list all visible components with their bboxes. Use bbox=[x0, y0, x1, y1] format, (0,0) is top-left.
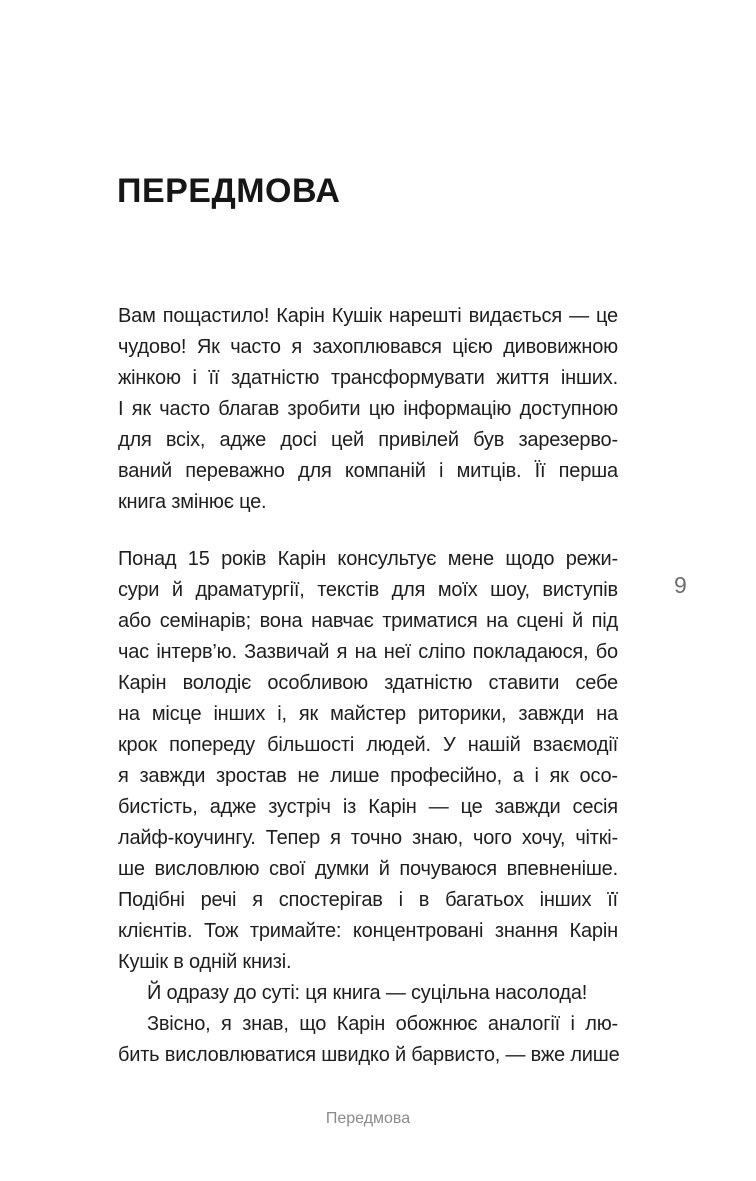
body-line: Вам пощастило! Карін Кушік нарешті видається — це bbox=[118, 305, 618, 327]
body-line: час інтерв’ю. Зазвичай я на неї сліпо покладаюся, бо bbox=[118, 641, 618, 663]
page-title: ПЕРЕДМОВА bbox=[117, 171, 341, 210]
body-line: Й одразу до суті: ця книга — суцільна насолода! bbox=[147, 982, 588, 1004]
body-line: лайф-коучингу. Тепер я точно знаю, чого хочу, чіткі- bbox=[118, 827, 618, 849]
body-line: Подібні речі я спостерігав і в багатьох інших її bbox=[118, 889, 618, 911]
body-line: для всіх, адже досі цей привілей був зарезерво- bbox=[118, 429, 618, 451]
paragraph bbox=[118, 1009, 618, 1071]
body-text bbox=[118, 301, 618, 1071]
body-line: бить висловлюватися швидко й барвисто, — вже лише bbox=[118, 1044, 620, 1066]
body-line: на місце інших і, як майстер риторики, завжди на bbox=[118, 703, 618, 725]
body-line: І як часто благав зробити цю інформацію доступною bbox=[118, 398, 618, 420]
body-line: Звісно, я знав, що Карін обожнює аналогії і лю- bbox=[147, 1013, 618, 1035]
body-line: або семінарів; вона навчає триматися на сцені й під bbox=[118, 610, 618, 632]
body-line: Кушік в одній книзі. bbox=[118, 951, 292, 973]
body-line: я завжди зростав не лише професійно, а і як осо- bbox=[118, 765, 618, 787]
body-line: жінкою і її здатністю трансформувати життя інших. bbox=[118, 367, 618, 389]
body-line: клієнтів. Тож тримайте: концентровані знання Карін bbox=[118, 920, 618, 942]
running-footer: Передмова bbox=[325, 1110, 411, 1127]
paragraph bbox=[118, 301, 618, 518]
body-line: книга змінює це. bbox=[118, 491, 267, 513]
body-line: сури й драматургії, текстів для моїх шоу, виступів bbox=[118, 579, 618, 601]
paragraph bbox=[118, 978, 618, 1009]
body-line: Карін володіє особливою здатністю ставити себе bbox=[118, 672, 618, 694]
body-line: Понад 15 років Карін консультує мене щодо режи- bbox=[118, 548, 618, 570]
page-number: 9 bbox=[674, 572, 687, 598]
body-line: ваний переважно для компаній і митців. Її перша bbox=[118, 460, 618, 482]
paragraph bbox=[118, 544, 618, 978]
body-line: бистість, адже зустріч із Карін — це завжди сесія bbox=[118, 796, 618, 818]
body-line: крок попереду більшості людей. У нашій взаємодії bbox=[118, 734, 618, 756]
body-line: чудово! Як часто я захоплювався цією дивовижною bbox=[118, 336, 618, 358]
body-line: ше висловлюю свої думки й почуваюся впевненіше. bbox=[118, 858, 618, 880]
